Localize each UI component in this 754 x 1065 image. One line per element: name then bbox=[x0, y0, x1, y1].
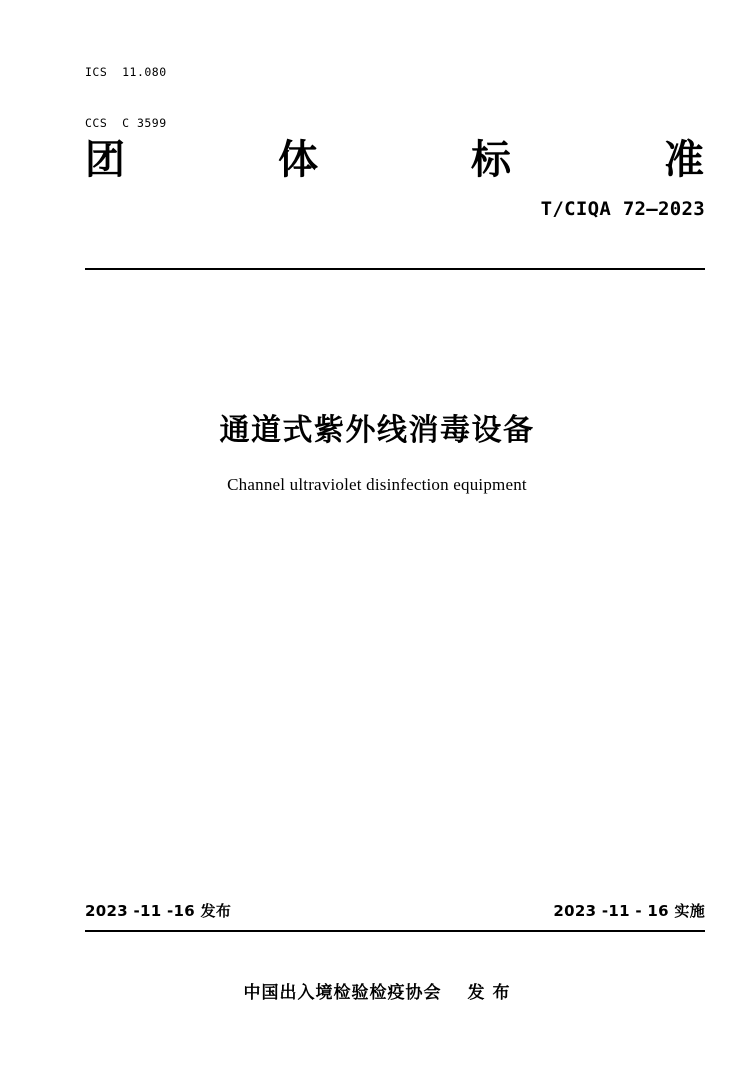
publish-word: 发 布 bbox=[467, 983, 511, 1003]
standard-type-char-4: 准 bbox=[664, 137, 705, 183]
standard-type-char-1: 团 bbox=[85, 137, 126, 183]
standard-type-heading bbox=[85, 128, 705, 185]
standard-type-char-2: 体 bbox=[278, 137, 319, 183]
publisher-name: 中国出入境检验检疫协会 bbox=[243, 983, 442, 1003]
footer-divider bbox=[85, 930, 705, 932]
effective-date: 2023 -11 - 16 实施 bbox=[553, 902, 705, 920]
header-divider bbox=[85, 268, 705, 270]
issue-date: 2023 -11 -16 发布 bbox=[85, 902, 232, 920]
page-title-english: Channel ultraviolet disinfection equipment bbox=[227, 475, 527, 494]
page-title: 通道式紫外线消毒设备 bbox=[219, 413, 535, 448]
publisher-line bbox=[0, 978, 754, 1003]
dates-row bbox=[85, 900, 705, 921]
ccs-code: CCS C 3599 bbox=[85, 116, 167, 130]
standard-number: T/CIQA 72—2023 bbox=[540, 198, 705, 220]
standard-type-char-3: 标 bbox=[471, 137, 512, 183]
ics-code: ICS 11.080 bbox=[85, 65, 167, 79]
